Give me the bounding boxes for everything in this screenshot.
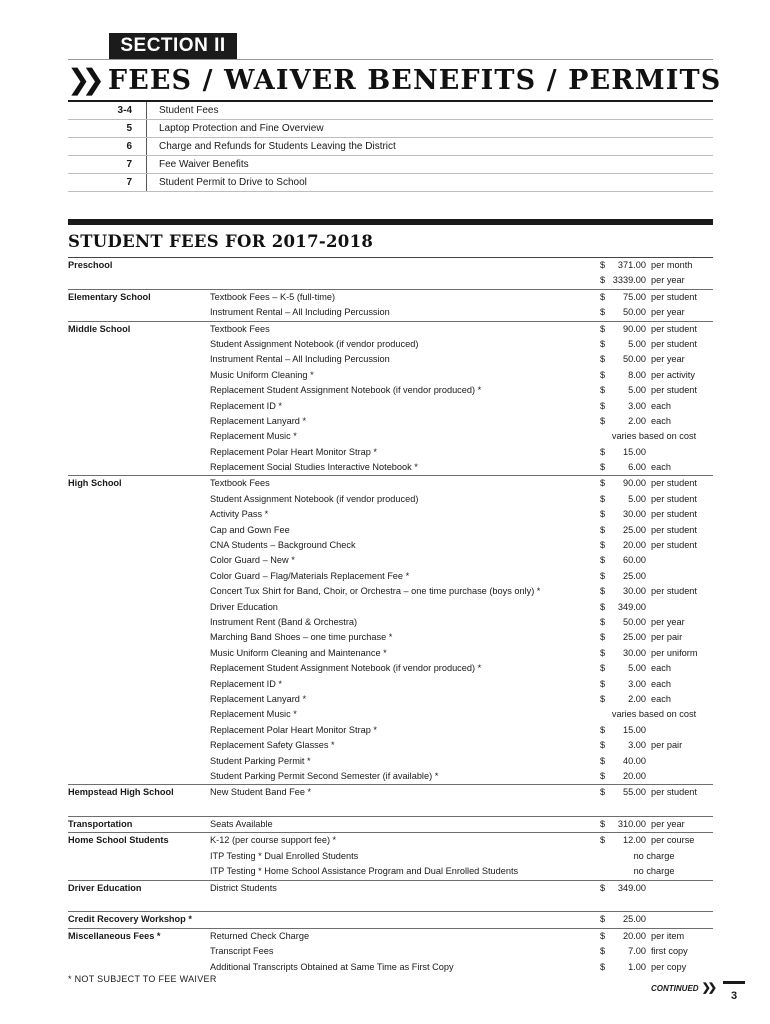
table-spacer — [68, 801, 713, 816]
fee-unit: each — [651, 693, 671, 704]
section-bar — [68, 219, 713, 225]
toc-entry-text: Charge and Refunds for Students Leaving the District — [159, 141, 396, 152]
fee-unit: per year — [651, 616, 685, 627]
fee-item: Instrument Rental – All Including Percussion — [210, 354, 390, 365]
fee-amount: 15.00 — [623, 724, 646, 735]
fee-item: Music Uniform Cleaning and Maintenance * — [210, 647, 387, 658]
fee-unit: per student — [651, 338, 697, 349]
currency-symbol: $ — [600, 678, 606, 689]
currency-symbol: $ — [600, 354, 606, 365]
currency-symbol: $ — [600, 323, 606, 334]
table-row — [68, 475, 713, 491]
table-row — [68, 553, 713, 568]
fee-amount: 7.00 — [628, 946, 646, 957]
table-row — [68, 352, 713, 367]
toc-entry-text: Student Permit to Drive to School — [159, 177, 307, 188]
fee-amount: 349.00 — [617, 882, 646, 893]
table-row — [68, 414, 713, 429]
fee-amount: 25.00 — [623, 524, 646, 535]
currency-symbol: $ — [600, 946, 606, 957]
table-row — [68, 584, 713, 599]
double-chevron-icon: ❯❯ — [701, 982, 714, 994]
fee-unit: per student — [651, 540, 697, 551]
toc-page-number: 5 — [126, 123, 132, 134]
fee-amount: 50.00 — [623, 616, 646, 627]
currency-symbol: $ — [600, 693, 606, 704]
fee-item: CNA Students – Background Check — [210, 540, 356, 551]
fee-amount: 50.00 — [623, 354, 646, 365]
table-row — [68, 258, 713, 273]
fee-unit: per year — [651, 819, 685, 830]
fee-item: Replacement Music * — [210, 431, 297, 442]
toc-row — [68, 156, 713, 174]
currency-symbol: $ — [600, 478, 606, 489]
fee-amount: 310.00 — [617, 819, 646, 830]
page-number-mark — [723, 981, 745, 984]
fee-item: Student Assignment Notebook (if vendor produced) — [210, 493, 419, 504]
table-row — [68, 289, 713, 305]
table-row — [68, 646, 713, 661]
page-number: 3 — [730, 990, 738, 1002]
double-chevron-icon: ❯❯ — [67, 62, 96, 96]
table-row — [68, 707, 713, 722]
fee-item: K-12 (per course support fee) * — [210, 835, 337, 846]
currency-symbol: $ — [600, 462, 606, 473]
fee-item: Replacement Lanyard * — [210, 415, 307, 426]
table-row — [68, 460, 713, 475]
table-row — [68, 569, 713, 584]
currency-symbol: $ — [600, 819, 606, 830]
fee-unit: per student — [651, 385, 697, 396]
table-row — [68, 538, 713, 553]
category-label: Elementary School — [68, 291, 151, 302]
table-row — [68, 661, 713, 676]
currency-symbol: $ — [600, 724, 606, 735]
category-label: Credit Recovery Workshop * — [68, 914, 192, 925]
fee-item: Instrument Rental – All Including Percussion — [210, 307, 390, 318]
fee-unit: per student — [651, 787, 697, 798]
table-row — [68, 944, 713, 959]
fee-item: Replacement ID * — [210, 400, 283, 411]
fee-amount: 3.00 — [628, 678, 646, 689]
currency-symbol: $ — [600, 291, 606, 302]
currency-symbol: $ — [600, 882, 606, 893]
currency-symbol: $ — [600, 415, 606, 426]
fee-note: varies based on cost — [611, 431, 697, 442]
fee-item: Textbook Fees — [210, 323, 270, 334]
currency-symbol: $ — [600, 632, 606, 643]
fee-amount: 50.00 — [623, 307, 646, 318]
fee-amount: 90.00 — [623, 478, 646, 489]
table-row — [68, 507, 713, 522]
currency-symbol: $ — [600, 755, 606, 766]
currency-symbol: $ — [600, 835, 606, 846]
fee-amount: 8.00 — [628, 369, 646, 380]
page-title — [67, 61, 722, 99]
fee-unit: per uniform — [651, 647, 698, 658]
fee-item: Replacement Polar Heart Monitor Strap * — [210, 724, 377, 735]
fee-item: Replacement Student Assignment Notebook (if vendor produced) * — [210, 385, 482, 396]
currency-symbol: $ — [600, 961, 606, 972]
fee-unit: first copy — [651, 946, 688, 957]
category-label: Home School Students — [68, 835, 169, 846]
table-row — [68, 911, 713, 927]
toc-page-number: 7 — [126, 159, 132, 170]
currency-symbol: $ — [600, 493, 606, 504]
fee-amount: 3339.00 — [612, 275, 646, 286]
continued-label — [651, 981, 714, 994]
currency-symbol: $ — [600, 260, 606, 270]
table-row — [68, 600, 713, 615]
fee-amount: 5.00 — [628, 338, 646, 349]
currency-symbol: $ — [600, 338, 606, 349]
fee-unit: per student — [651, 524, 697, 535]
fee-amount: 371.00 — [617, 260, 646, 270]
fee-item: ITP Testing * Home School Assistance Program and Dual Enrolled Students — [210, 866, 519, 877]
toc-row — [68, 120, 713, 138]
category-label: Transportation — [68, 819, 133, 830]
fee-item: ITP Testing * Dual Enrolled Students — [210, 850, 359, 861]
table-of-contents — [68, 102, 713, 192]
fee-amount: 60.00 — [623, 555, 646, 566]
currency-symbol: $ — [600, 275, 606, 286]
fee-item: Returned Check Charge — [210, 930, 310, 941]
fee-amount: 20.00 — [623, 540, 646, 551]
page-title-text: FEES / WAIVER BENEFITS / PERMITS — [107, 64, 722, 96]
fee-unit: per copy — [651, 961, 687, 972]
toc-entry-text: Fee Waiver Benefits — [159, 159, 249, 170]
currency-symbol: $ — [600, 385, 606, 396]
category-label: Driver Education — [68, 882, 142, 893]
table-spacer — [68, 896, 713, 911]
currency-symbol: $ — [600, 787, 606, 798]
fee-item: Replacement Safety Glasses * — [210, 740, 335, 751]
currency-symbol: $ — [600, 555, 606, 566]
fee-unit: per student — [651, 509, 697, 520]
fee-item: Driver Education — [210, 601, 278, 612]
fee-unit: per student — [651, 478, 697, 489]
table-row — [68, 754, 713, 769]
fee-amount: 12.00 — [623, 835, 646, 846]
fee-amount: 5.00 — [628, 663, 646, 674]
table-row — [68, 769, 713, 784]
fee-item: Color Guard – Flag/Materials Replacement Fee * — [210, 570, 410, 581]
fee-unit: each — [651, 462, 671, 473]
table-row — [68, 630, 713, 645]
table-row — [68, 368, 713, 383]
category-label: Miscellaneous Fees * — [68, 930, 161, 941]
fee-unit: each — [651, 663, 671, 674]
fee-unit: per pair — [651, 632, 683, 643]
section-label: SECTION II — [109, 33, 237, 59]
fee-amount: 30.00 — [623, 509, 646, 520]
toc-page-number: 3-4 — [117, 105, 132, 116]
toc-separator — [146, 138, 147, 155]
currency-symbol: $ — [600, 586, 606, 597]
currency-symbol: $ — [600, 914, 606, 925]
fee-amount: 349.00 — [617, 601, 646, 612]
fee-unit: per student — [651, 323, 697, 334]
fee-amount: 75.00 — [623, 291, 646, 302]
section-divider — [68, 59, 713, 60]
fee-item: Replacement Music * — [210, 709, 297, 720]
fee-unit: per student — [651, 493, 697, 504]
fee-item: Textbook Fees — [210, 478, 270, 489]
fee-note: no charge — [633, 850, 675, 861]
fee-item: Replacement Polar Heart Monitor Strap * — [210, 446, 377, 457]
category-label: Hempstead High School — [68, 787, 174, 798]
toc-separator — [146, 156, 147, 173]
fee-note: varies based on cost — [611, 709, 697, 720]
currency-symbol: $ — [600, 524, 606, 535]
fee-unit: per month — [651, 260, 693, 270]
table-row — [68, 849, 713, 864]
fee-amount: 90.00 — [623, 323, 646, 334]
fee-amount: 2.00 — [628, 693, 646, 704]
currency-symbol: $ — [600, 663, 606, 674]
toc-page-number: 7 — [126, 177, 132, 188]
table-row — [68, 832, 713, 848]
footnote: * NOT SUBJECT TO FEE WAIVER — [68, 974, 217, 984]
fee-item: Instrument Rent (Band & Orchestra) — [210, 616, 358, 627]
table-row — [68, 677, 713, 692]
fee-item: New Student Band Fee * — [210, 787, 312, 798]
toc-row — [68, 174, 713, 192]
currency-symbol: $ — [600, 740, 606, 751]
toc-entry-text: Student Fees — [159, 105, 219, 116]
category-label: High School — [68, 478, 122, 489]
fee-unit: per course — [651, 835, 695, 846]
table-row — [68, 321, 713, 337]
fee-amount: 40.00 — [623, 755, 646, 766]
fee-item: Replacement Social Studies Interactive Notebook * — [210, 462, 418, 473]
fee-unit: each — [651, 400, 671, 411]
currency-symbol: $ — [600, 509, 606, 520]
table-row — [68, 738, 713, 753]
fee-unit: per student — [651, 291, 697, 302]
fee-item: Cap and Gown Fee — [210, 524, 290, 535]
fee-item: Music Uniform Cleaning * — [210, 369, 314, 380]
fee-unit: each — [651, 678, 671, 689]
fee-unit: per student — [651, 586, 697, 597]
fee-item: Marching Band Shoes – one time purchase * — [210, 632, 393, 643]
table-row — [68, 429, 713, 444]
fee-amount: 5.00 — [628, 493, 646, 504]
fee-unit: per year — [651, 275, 685, 286]
currency-symbol: $ — [600, 540, 606, 551]
fee-item: Student Assignment Notebook (if vendor produced) — [210, 338, 419, 349]
fee-amount: 30.00 — [623, 647, 646, 658]
toc-separator — [146, 120, 147, 137]
fee-item: Concert Tux Shirt for Band, Choir, or Orchestra – one time purchase (boys only) * — [210, 586, 541, 597]
fee-item: Replacement Lanyard * — [210, 693, 307, 704]
currency-symbol: $ — [600, 616, 606, 627]
fee-amount: 1.00 — [628, 961, 646, 972]
table-row — [68, 305, 713, 320]
table-row — [68, 864, 713, 879]
fee-unit: per year — [651, 307, 685, 318]
category-label: Preschool — [68, 260, 113, 270]
fee-item: Student Parking Permit Second Semester (if available) * — [210, 770, 439, 781]
fee-amount: 2.00 — [628, 415, 646, 426]
table-row — [68, 273, 713, 288]
table-row — [68, 445, 713, 460]
currency-symbol: $ — [600, 647, 606, 658]
fee-item: Student Parking Permit * — [210, 755, 311, 766]
fee-unit: per pair — [651, 740, 683, 751]
currency-symbol: $ — [600, 369, 606, 380]
currency-symbol: $ — [600, 307, 606, 318]
fee-amount: 25.00 — [623, 914, 646, 925]
table-row — [68, 784, 713, 800]
toc-row — [68, 102, 713, 120]
fee-amount: 3.00 — [628, 740, 646, 751]
fee-item: Color Guard – New * — [210, 555, 295, 566]
fee-item: Replacement Student Assignment Notebook (if vendor produced) * — [210, 663, 482, 674]
fee-amount: 25.00 — [623, 570, 646, 581]
fee-amount: 6.00 — [628, 462, 646, 473]
currency-symbol: $ — [600, 400, 606, 411]
fees-title: STUDENT FEES FOR 2017-2018 — [68, 232, 374, 251]
fee-amount: 20.00 — [623, 930, 646, 941]
fee-amount: 3.00 — [628, 400, 646, 411]
table-row — [68, 692, 713, 707]
toc-page-number: 6 — [126, 141, 132, 152]
fee-item: Seats Available — [210, 819, 273, 830]
fee-amount: 15.00 — [623, 446, 646, 457]
fee-amount: 55.00 — [623, 787, 646, 798]
table-row — [68, 928, 713, 944]
currency-symbol: $ — [600, 570, 606, 581]
fee-unit: per item — [651, 930, 685, 941]
table-row — [68, 399, 713, 414]
toc-separator — [146, 174, 147, 191]
table-row — [68, 523, 713, 538]
fee-item: District Students — [210, 882, 277, 893]
toc-entry-text: Laptop Protection and Fine Overview — [159, 123, 324, 134]
table-row — [68, 337, 713, 352]
fee-amount: 25.00 — [623, 632, 646, 643]
table-row — [68, 383, 713, 398]
fee-note: no charge — [633, 866, 675, 877]
currency-symbol: $ — [600, 446, 606, 457]
fee-item: Textbook Fees – K-5 (full-time) — [210, 291, 336, 302]
toc-separator — [146, 102, 147, 119]
table-row — [68, 492, 713, 507]
fee-item: Additional Transcripts Obtained at Same Time as First Copy — [210, 961, 454, 972]
fee-amount: 30.00 — [623, 586, 646, 597]
fee-amount: 5.00 — [628, 385, 646, 396]
currency-symbol: $ — [600, 601, 606, 612]
fee-amount: 20.00 — [623, 770, 646, 781]
continued-text: CONTINUED — [651, 984, 699, 993]
currency-symbol: $ — [600, 770, 606, 781]
fee-item: Transcript Fees — [210, 946, 274, 957]
table-row — [68, 615, 713, 630]
fee-unit: per activity — [651, 369, 695, 380]
fee-item: Replacement ID * — [210, 678, 283, 689]
fees-table — [68, 258, 713, 975]
table-row — [68, 816, 713, 832]
fee-unit: per year — [651, 354, 685, 365]
toc-row — [68, 138, 713, 156]
category-label: Middle School — [68, 323, 131, 334]
table-row — [68, 960, 713, 975]
table-row — [68, 880, 713, 896]
fee-item: Activity Pass * — [210, 509, 269, 520]
fee-unit: each — [651, 415, 671, 426]
table-row — [68, 723, 713, 738]
currency-symbol: $ — [600, 930, 606, 941]
